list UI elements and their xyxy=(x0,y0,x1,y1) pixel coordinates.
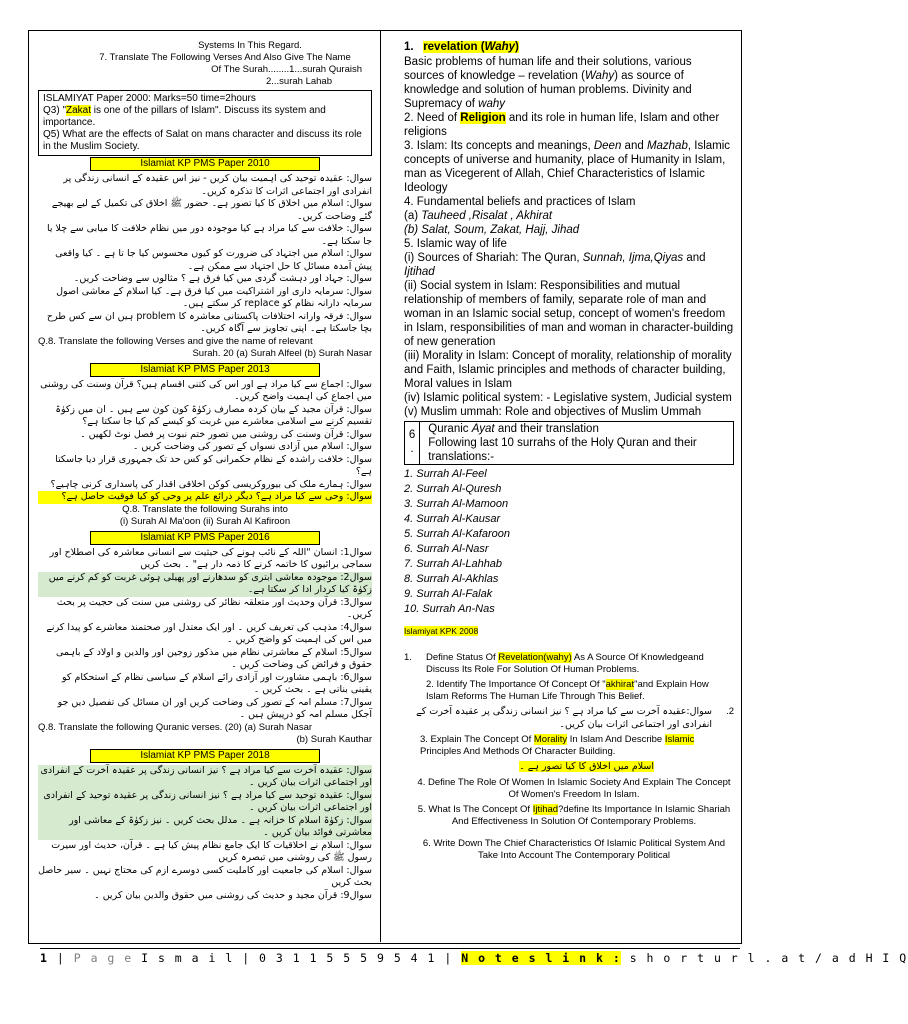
kpk-q3 xyxy=(404,734,734,758)
q8-line-1: Q.8. Translate the following Surahs into xyxy=(122,503,288,515)
kpk-q4: 4. Define The Role Of Women In Islamic Society And Explain The Concept Of Women's Freedom In Islam. xyxy=(417,776,731,800)
l3-b: Deen xyxy=(593,140,622,152)
k3-c: Principles And Methods Of Character Building. xyxy=(420,746,616,757)
q8-line-2: Surah. 20 (a) Surah Alfeel (b) Surah Nasar xyxy=(192,347,372,359)
box6-a: Quranic xyxy=(428,423,472,435)
paper-2010-heading: Islamiat KP PMS Paper 2010 xyxy=(90,157,320,171)
list-item: 9. Surrah Al-Falak xyxy=(404,588,493,600)
k1-text xyxy=(426,652,734,676)
page-number: 1 xyxy=(40,951,49,965)
question-line: سوال: اجماع سے کیا مراد ہے اور اس کی کتنی اقسام ہیں؟ قرآن وسنت کی روشنی میں اجماع کی اہمیت واضح کریں۔ xyxy=(40,378,372,402)
k3-highlight: Morality xyxy=(533,734,568,745)
item-5iii: (iii) Morality in Islam: Concept of morality, relationship of morality and Faith, Islamic principles and methods of character building, Moral values in Islam xyxy=(404,350,732,390)
item-1-number: 1. xyxy=(404,41,414,53)
l5i-a: (i) Sources of Shariah: The Quran, xyxy=(404,252,583,264)
footer-separator: | xyxy=(48,951,74,965)
item-1-title-b: Wahy xyxy=(484,41,516,53)
l5i-c: ,Qiyas xyxy=(650,252,684,264)
question-line: سوال: اسلام میں اجتہاد کی ضرورت کو کیوں محسوس کیا جا تا ہے ۔ کیا واقعی پیش آمدہ مسائل کا حل اجتہاد سے ممکن ہے۔ xyxy=(55,248,372,272)
kpk-q1 xyxy=(404,652,734,676)
paper-2000-q3 xyxy=(43,105,367,129)
paper-2013-questions xyxy=(38,379,372,504)
footer-name-phone: I s m a i l | 0 3 1 1 5 5 5 9 5 4 1 | xyxy=(132,951,462,965)
q8-line-2: (b) Surah Kauthar xyxy=(296,733,372,745)
kpk-q6: 6. Write Down The Chief Characteristics Of Islamic Political System And Take Into Account The Contemporary Political xyxy=(422,837,726,861)
paper-2013-q8 xyxy=(38,504,372,528)
list-item: 1. Surrah Al-Feel xyxy=(404,468,487,480)
item-6-box xyxy=(404,421,734,465)
k3-b: In Islam And Describe xyxy=(567,734,665,745)
paper-2010-q8 xyxy=(38,336,372,360)
paper-2000-title: ISLAMIYAT Paper 2000: Marks=50 time=2hours xyxy=(43,93,256,104)
question-line: سوال: عقیدہ توحید کی اہمیت بیان کریں - نیز اس عقیدہ کے انسانی زندگی پر انفرادی اور اجتماعی اثرات کا تذکرہ کریں۔ xyxy=(63,173,372,197)
list-item: 8. Surrah Al-Akhlas xyxy=(404,573,499,585)
k2-highlight: akhirat xyxy=(605,679,635,690)
item-5iv: (iv) Islamic political system: - Legislative system, Judicial system xyxy=(404,392,732,404)
l3-e: , Islamic concepts of universe and humanity, place of Humanity in Islam, man as Vicegerent of Allah, Chief Characteristics of Islamic Ideology xyxy=(404,140,731,194)
question-line: سوال4: مذہب کی تعریف کریں ۔ اور ایک معتدل اور صحتمند معاشرے کو پیدا کرنے میں اس کی اہمیت کو واضح کریں ۔ xyxy=(46,621,372,645)
page-footer xyxy=(40,948,908,971)
question-line: سوال: خلافت سے کیا مراد ہے کیا موجودہ دور میں نظام خلافت کا میابی سے چلا یا جا سکتا ہے۔ xyxy=(47,223,372,247)
kpk-q2-urdu xyxy=(404,706,734,731)
question-line: سوال7: مسلم امہ کے تصور کی وضاحت کریں اور ان مسائل کی تفصیل دیں جو آجکل مسلم امہ کو درپیش ہیں ۔ xyxy=(57,696,372,720)
list-item: 4. Surrah Al-Kausar xyxy=(404,513,501,525)
k2-a: 2. Identify The Importance Of Concept Of " xyxy=(426,679,606,690)
l5i-e: Ijtihad xyxy=(404,266,435,278)
question-line: سوال2: موجودہ معاشی ابتری کو سدھارنے اور پھیلی ہوئی غربت کو کم کرنے میں زکوٰۃ کیا کردار ادا کر سکتا ہے۔ xyxy=(38,572,372,597)
q8-line-1: Q.8. Translate the following Verses and give the name of relevant xyxy=(38,335,313,347)
p1-c: ) as source of knowledge and solution of human problems. Divinity and Supremacy of xyxy=(404,70,692,110)
question-line: سوال: ہمارے ملک کی بیوروکریسی کوکن اخلاقی اقدار کی پاسداری کرنی چاہیے؟ xyxy=(50,478,372,490)
l2-b: and its role in human life, Islam and other religions xyxy=(404,112,720,138)
l5i-d: and xyxy=(683,252,706,264)
item-3 xyxy=(404,139,734,195)
question-line: سوال1: انسان "اللہ کے نائب ہونے کی حیثیت سے انسانی معاشرہ کی اصطلاح اور سماجی برائیوں کا خاتمہ کرنے کا ذمہ دار ہے" ۔ بحث کریں xyxy=(49,546,372,570)
k3-urdu: اسلام میں اخلاق کا کیا تصور ہے ۔ xyxy=(519,761,654,772)
l2-a: 2. Need of xyxy=(404,112,461,124)
question-line: سوال: وحی سے کیا مراد ہے؟ دیگر ذرائع علم پر وحی کو کیا فوقیت حاصل ہے؟ xyxy=(38,491,372,504)
question-line: سوال: خلافت راشدہ کے نظام حکمرانی کو کس حد تک جمہوری قرار دیا جاسکتا ہے؟ xyxy=(55,453,372,477)
question-line: سوال: اسلام میں آزادی نسواں کے تصور کی وضاحت کریں ۔ xyxy=(132,441,372,452)
l5i-b: Sunnah, Ijma xyxy=(582,252,651,264)
question-line: سوال: فرقہ وارانہ اختلافات پاکستانی معاشرہ کا problem ہیں ان سے کس طرح بچا جاسکتا ہے۔ اپنی تجاویز سے آگاہ کریں۔ xyxy=(46,310,372,334)
k5-a: 5. What Is The Concept Of xyxy=(417,803,533,815)
question-line: سوال: عقیدہ توحید سے کیا مراد ہے ؟ نیز انسانی زندگی پر عقیدہ توحید کے انفرادی اور اجتماعی اثرات بیان کریں ۔ xyxy=(38,790,372,815)
item-6-line-1 xyxy=(428,422,729,436)
kpk-q3-urdu xyxy=(404,761,734,774)
item-6-line-2: Following last 10 surrahs of the Holy Quran and their translations:- xyxy=(428,437,697,463)
surah-list xyxy=(404,467,734,617)
kpk-heading: Islamiyat KPK 2008 xyxy=(404,626,479,636)
item-5i xyxy=(404,251,734,279)
k1-b: As A Source Of Knowledgeand Discuss Its Role For Solution Of Human Problems. xyxy=(426,652,704,675)
paper-2010-questions xyxy=(38,173,372,336)
list-item: 10. Surrah An-Nas xyxy=(404,603,495,615)
right-column xyxy=(404,40,734,865)
paper-2016-questions xyxy=(38,547,372,722)
list-item: 2. Surrah Al-Quresh xyxy=(404,483,502,495)
list-item: 7. Surrah Al-Lahhab xyxy=(404,558,503,570)
question-line: سوال6: باہمی مشاورت اور آزادی رائے اسلام کے سیاسی نظام کے استحکام کو یقینی بناتی ہے ۔ بحث کریں ۔ xyxy=(62,671,372,695)
question-line: سوال: قرآن مجید کے بیان کردہ مصارف زکوٰۃ کون کون سے ہیں ۔ ان میں زکوٰۃ تقسیم کرنے سے اسلامی معاشرے میں غربت کو کیسے کم کیا جا سکتا ہے؟ xyxy=(55,403,372,427)
religion-highlight: Religion xyxy=(460,112,506,124)
p1-b: Wahy xyxy=(584,70,615,82)
item-1-heading xyxy=(404,40,734,54)
paper-2013-heading: Islamiat KP PMS Paper 2013 xyxy=(90,363,320,377)
question-line: سوال3: قرآن وحدیث اور متعلقہ نظائر کی روشنی میں سنت کی حجیت پر بحث کریں۔ xyxy=(56,596,372,620)
notes-link-label: N o t e s l i n k : xyxy=(461,951,622,965)
paper-2000-box xyxy=(38,90,372,156)
l3-c: and xyxy=(621,140,647,152)
intro-line-4: 2...surah Lahab xyxy=(265,76,332,87)
intro-line-1: Systems In This Regard. xyxy=(198,40,302,51)
item-4b: (b) Salat, Soum, Zakat, Hajj, Jihad xyxy=(404,224,580,236)
paper-2018-heading: Islamiat KP PMS Paper 2018 xyxy=(90,749,320,763)
item-1-body xyxy=(404,55,734,111)
list-item: 6. Surrah Al-Nasr xyxy=(404,543,489,555)
question-line: سوال: زکوٰۃ اسلام کا خزانہ ہے ۔ مدلل بحث کریں ۔ نیز زکوٰۃ کے معاشی اور معاشرتی فوائد بیان کریں ۔ xyxy=(38,815,372,840)
p1-a: Basic problems of human life and their solutions, various sources of knowledge – revelation ( xyxy=(404,56,692,82)
page-word: P a g e xyxy=(73,951,133,965)
item-1-title-c: ) xyxy=(515,41,519,53)
box6-b: Ayat xyxy=(471,423,495,435)
k1-highlight: Revelation(wahy) xyxy=(498,652,572,663)
question-line: سوال9: قرآن مجید و حدیث کی روشنی میں حقوق والدین بیان کریں ۔ xyxy=(94,889,372,901)
q3-rest: is one of the pillars of Islam". Discuss its system and importance. xyxy=(43,105,326,128)
p1-d: wahy xyxy=(478,98,506,110)
q3-prefix: Q3) " xyxy=(43,105,66,116)
question-line: سوال: اسلام میں اخلاق کا کیا تصور ہے۔ حضور ﷺ اخلاق کی تکمیل کے لیے بھیجے گئے وضاحت کریں۔ xyxy=(51,198,372,222)
intro-line-2: 7. Translate The Following Verses And Also Give The Name xyxy=(99,52,351,63)
k5-b: ?define Its Importance In Islamic Shariah And Effectiveness In Solution Of Contemporary Problems. xyxy=(451,803,731,827)
l3-a: 3. Islam: Its concepts and meanings, xyxy=(404,140,594,152)
question-line: سوال: اسلام نے اخلاقیات کا ایک جامع نظام پیش کیا ہے ۔ قرآن، حدیث اور سیرت رسول ﷺ کی روشنی میں تبصرہ کریں xyxy=(51,839,372,863)
paper-2016-q8 xyxy=(38,722,372,746)
kpk-q5 xyxy=(404,804,734,828)
l4a-label: (a) xyxy=(404,210,422,222)
k5-highlight: Ijtihad xyxy=(532,803,559,815)
item-5v: (v) Muslim ummah: Role and objectives of Muslim Ummah xyxy=(404,406,702,418)
k1-a: Define Status Of xyxy=(426,652,499,663)
q8-line-1: Q.8. Translate the following Quranic verses. (20) (a) Surah Nasar xyxy=(38,721,313,733)
k2-b: "and Explain How Islam Reforms The Human Life Through This Belief. xyxy=(426,679,709,702)
column-divider xyxy=(380,30,381,942)
left-column xyxy=(38,40,372,902)
kpk-heading-wrap xyxy=(404,625,734,638)
k3-a: 3. Explain The Concept Of xyxy=(420,734,534,745)
q8-line-2: (i) Surah Al Ma'oon (ii) Surah Al Kafiroon xyxy=(119,515,291,527)
list-item: 3. Surrah Al-Mamoon xyxy=(404,498,509,510)
paper-2018-questions xyxy=(38,765,372,903)
item-6-number: 6 . xyxy=(405,422,420,464)
k3-highlight-2: Islamic xyxy=(664,734,695,745)
item-4a xyxy=(404,209,734,223)
item-2 xyxy=(404,111,734,139)
box6-c: and their translation xyxy=(494,423,599,435)
l4a-text: Tauheed ,Risalat , Akhirat xyxy=(421,210,553,222)
zakat-highlight: Zakat xyxy=(66,105,92,116)
question-line: سوال: قرآن وسنت کی روشنی میں تصور ختم نبوت پر فصل نوٹ لکھیں ۔ xyxy=(80,428,372,440)
paper-2016-heading: Islamiat KP PMS Paper 2016 xyxy=(90,531,320,545)
question-line: سوال: عقیدہ آخرت سے کیا مراد ہے ؟ نیز انسانی زندگی پر عقیدہ آخرت کے انفرادی اور اجتماعی اثرات بیان کریں ۔ xyxy=(38,765,372,790)
item-1-title-a: revelation ( xyxy=(423,41,485,53)
kpk-q2 xyxy=(404,679,734,703)
item-5ii: (ii) Social system in Islam: Responsibilities and mutual relationship of members of family, separate role of man and woman in an Islamic social setup, concept of women's freedom in Islam, responsibilities of man and woman in character-building of new generation xyxy=(404,280,734,348)
k2-urdu: سوال:عقیدہ آخرت سے کیا مراد ہے ؟ نیز انسانی زندگی پر عقیدہ آخرت کے انفرادی اور اجتماعی اثرات بیان کریں۔ xyxy=(416,706,712,730)
kpk-2008-section xyxy=(404,625,734,862)
l3-d: Mazhab xyxy=(646,140,688,152)
question-line: سوال: اسلام کی جامعیت اور کاملیت کسی دوسرے ازم کی محتاج نہیں ۔ سیر حاصل بحث کریں xyxy=(38,864,372,888)
notes-link-url[interactable]: s h o r t u r l . a t / a d H I Q xyxy=(621,951,908,965)
question-line: سوال5: اسلام کے معاشرتی نظام میں مذکور زوجین اور والدین و اولاد کے باہمی حقوق و فرائض کی وضاحت کریں ۔ xyxy=(55,646,372,670)
paper-2000-q5: Q5) What are the effects of Salat on mans character and discuss its role in the Muslim Society. xyxy=(43,129,362,152)
revelation-highlight xyxy=(423,41,519,53)
question-line: سوال: جہاد اور دہشت گردی میں کیا فرق ہے ؟ مثالوں سے وضاحت کریں۔ xyxy=(73,273,372,284)
item-5: 5. Islamic way of life xyxy=(404,238,507,250)
item-4: 4. Fundamental beliefs and practices of Islam xyxy=(404,196,636,208)
question-line: سوال: سرمایہ داری اور اشتراکیت میں کیا فرق ہے۔ کیا اسلام کے معاشی اصول سرمایہ دارانہ نظام کو replace کر سکتے ہیں۔ xyxy=(56,285,372,309)
list-item: 5. Surrah Al-Kafaroon xyxy=(404,528,510,540)
k2-urdu-number: .2 xyxy=(726,706,734,717)
item-6-text xyxy=(420,422,733,464)
intro-line-3: Of The Surah........1...surah Quraish xyxy=(211,64,362,75)
k1-number: 1. xyxy=(404,652,412,663)
syllabus-section xyxy=(404,40,734,419)
